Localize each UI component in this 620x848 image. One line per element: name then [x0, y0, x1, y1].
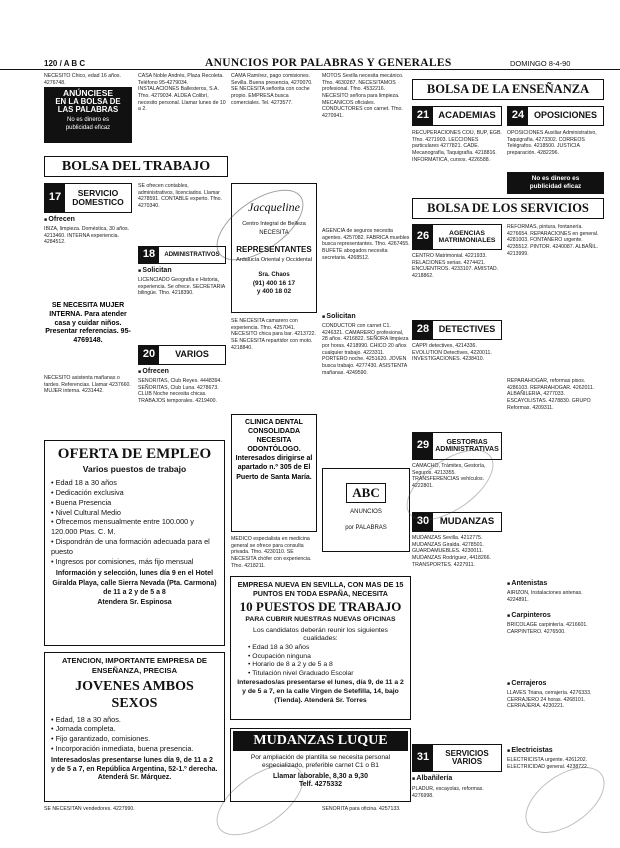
ad-text: AIRIZON, Instalaciones antenas. 4224891. — [507, 590, 583, 603]
promo-line: publicidad eficaz — [65, 124, 111, 131]
ad-text: IBIZA, limpieza. Doméstica, 30 años. 4213460. INTERNA experiencia. 4284512. — [44, 226, 130, 246]
ad-text: SE ofrecen contables, administrativos, licenciados. Llamar 4278591. CONTABLE experto. Tfno. 4270340. — [138, 183, 223, 209]
ad-line: EMPRESA NUEVA EN SEVILLA, CON MAS DE 15 PUNTOS EN TODA ESPAÑA, NECESITA — [237, 580, 404, 598]
ad-text: MÉDICO especialista en medicina general se ofrece para consulta privada. Tfno. 4230110. SE NECESITA chófer con experiencia. Tfno. 4218211. — [231, 536, 312, 569]
ad-text: AGENCIA de seguros necesita agentes. 4257082. FABRICA muebles busca representantes. Tfno. 4267455. BUFETE abogados necesita secretaria. 4268512. — [322, 228, 410, 261]
ad-footer: Información y selección, lunes día 9 en el Hotel Giralda Playa, calle Sierra Nevada (Pta. Carmona) de 11 a 2 y de 5 a 8 — [52, 570, 217, 596]
ad-text: NECESITO Chico, edad 16 años. 4276748. — [44, 73, 121, 85]
subhead-ofrecen: ■ Ofrecen — [138, 368, 169, 377]
ad-headline: JOVENES AMBOS SEXOS — [75, 678, 194, 712]
ad-item: • Fijo garantizado, comisiones. — [51, 734, 218, 744]
category-18 — [138, 246, 226, 264]
section-bolsa-servicios: BOLSA DE LOS SERVICIOS — [412, 198, 604, 219]
ad-oferta-empleo — [44, 440, 225, 646]
ad-item: • Buena Presencia — [51, 498, 218, 508]
ad-item: • Edad 18 a 30 años — [248, 644, 405, 653]
ad-line: Llamar laborable, 8,30 a 9,30 — [273, 772, 368, 780]
category-number: 29 — [413, 433, 433, 459]
ad-title: MUDANZAS LUQUE — [233, 731, 408, 751]
category-number: 20 — [139, 346, 159, 364]
ad-text: CONDUCTOR con carnet C1. 4246321. CAMARERO profesional, 28 años. 4216822. SEÑORA limpieza por horas. 4218990. CHICO 20 años cualquier trabajo. 4223311. PORTERO noche. 4251620. JOVEN busca trabajo. 4277430. ASISTENTA mañanas. 4249590. — [322, 323, 409, 376]
ad-item: • Edad 18 a 30 años — [51, 478, 218, 488]
category-number: 21 — [413, 107, 433, 125]
ad-phone: (91) 400 16 17 — [252, 279, 296, 287]
ad-text: OPOSICIONES Auxiliar Administrativo, Taquigrafía. 4273302. CORREOS Telégrafos. 4218500. JUSTICIA preparación. 4282296. — [507, 130, 597, 156]
jacqueline-brand: Jacqueline — [248, 200, 300, 214]
ad-text: SEÑORITA para oficina. 4257133. — [322, 806, 401, 812]
ad-footer: Interesados/as presentarse lunes día 9, de 11 a 2 y de 5 a 7, en República Argentina, 52-1.º derecha. — [51, 756, 218, 774]
ad-abc-anuncios — [322, 468, 410, 552]
ad-line: Los candidatos deberán reunir los siguientes cualidades: — [253, 626, 388, 643]
category-21 — [412, 106, 502, 126]
ad-text: SE NECESITA camarero con experiencia. Tfno. 4257041. NECESITO chica para bar. 4213722. SE NECESITA repartidor con moto. 4218840. — [231, 318, 316, 351]
category-label: AGENCIAS MATRIMONIALES — [438, 229, 496, 244]
subhead-ofrecen: ■ Ofrecen — [44, 216, 75, 225]
category-label: VARIOS — [175, 349, 209, 360]
ad-line: ANUNCIOS — [350, 509, 382, 515]
subhead-electricistas: ■ Electricistas — [507, 747, 553, 756]
ad-text: SE NECESITAN vendedores. 4227990. — [44, 806, 135, 812]
ad-text: LICENCIADO Geografía e Historia, experiencia. Se ofrece. SECRETARIA bilingüe. Tfno. 4218390. — [138, 277, 225, 297]
category-number: 30 — [413, 513, 433, 531]
category-label: GESTORIAS ADMINISTRATIVAS — [435, 438, 499, 453]
section-bolsa-trabajo: BOLSA DEL TRABAJO — [44, 156, 228, 177]
ad-line: por PALABRAS — [345, 524, 387, 531]
promo-line: ANÚNCIESE — [62, 88, 114, 98]
category-label: DETECTIVES — [438, 324, 496, 335]
ad-headline: 10 PUESTOS DE TRABAJO — [239, 599, 402, 614]
ad-phone: Telf. 4275332 — [298, 781, 343, 789]
ad-item: • Titulación nivel Graduado Escolar — [248, 670, 405, 679]
section-bolsa-ensenanza: BOLSA DE LA ENSEÑANZA — [412, 79, 604, 100]
promo-publicidad — [507, 172, 604, 194]
ad-text: SEÑORITAS, Club Reyes. 4448394. SEÑORITAS, Club Luna. 4278673. CLUB Noche necesita chicas. TRABAJOS temporales. 4219400. — [138, 378, 222, 404]
ad-item: • Horario de 8 a 2 y de 5 a 8 — [248, 661, 405, 670]
category-label: OPOSICIONES — [533, 110, 597, 121]
ad-mujer-interna — [44, 302, 132, 372]
ad-text: NECESITO asistenta mañanas o tardes. Referencias. Llamar 4237660. MUJER interna. 4231442. — [44, 375, 131, 395]
ad-footer: Interesados/as presentarse el lunes, día 9, de 11 a 2 y de 5 a 7, en la calle Virgen de Setefilla, 14, bajo (Tienda). Atenderá Sr. Torres — [237, 679, 404, 704]
ad-text: MUDANZAS Sevilla. 4212775. MUDANZAS Giralda. 4278501. GUARDAMUEBLES. 4230011. MUDANZAS Rodríguez, 4418266. TRANSPORTES. 4227911. — [412, 535, 492, 568]
ad-item: • Ofrecemos mensualmente entre 100.000 y 120.000 Ptas. C. M. — [51, 517, 218, 537]
ad-atencion — [44, 652, 225, 802]
subhead-solicitan: ■ Solicitan — [322, 313, 356, 322]
category-number: 31 — [413, 745, 433, 771]
ad-body: Por ampliación de plantilla se necesita personal especializado, preferible carnet C1 o B1 — [250, 753, 391, 770]
ad-text: CAMA Ramírez, pago comisiones. Sevilla. Buena presencia, 4270070. SE NECESITA señorita con coche propio. EMPRESA busca comerciales. Tel. 4273577. — [231, 73, 313, 106]
ad-item: • Ocupación ninguna — [248, 653, 405, 662]
promo-line: LAS PALABRAS — [57, 105, 119, 115]
category-28 — [412, 320, 502, 340]
category-20 — [138, 345, 226, 365]
subhead-antenistas: ■ Antenistas — [507, 580, 547, 589]
promo-line: No es dinero es — [531, 175, 580, 182]
ad-sign: Atendera Sr. Espinosa — [97, 598, 172, 606]
subhead-cerrajeros: ■ Cerrajeros — [507, 680, 546, 689]
category-label: SERVICIO DOMESTICO — [72, 188, 124, 207]
promo-line: No es dinero es — [66, 117, 110, 124]
ad-text: REPARAHOGAR, reformas pisos. 4286103. REPARAHOGAR. 4262011. ALBAÑILERIA, 4277033. ESCAYOLISTAS. 4278830. GRUPO Reformas. 4209311. — [507, 378, 595, 411]
subhead-solicitan: ■ Solicitan — [138, 267, 172, 276]
ad-item: • Incorporación inmediata, buena presencia. — [51, 744, 218, 754]
category-label: SERVICIOS VARIOS — [445, 748, 489, 766]
category-31 — [412, 744, 502, 772]
ad-text: CLINICA DENTAL CONSOLIDADA NECESITA ODONTÓLOGO. Interesados dirigirse al apartado n.º 305 de El Puerto de Santa María. — [235, 419, 313, 481]
category-number: 26 — [413, 225, 433, 249]
category-number: 28 — [413, 321, 433, 339]
category-24 — [507, 106, 604, 126]
promo-line: publicidad eficaz — [529, 183, 582, 190]
ad-line: REPRESENTANTES — [236, 245, 312, 255]
ad-line: Sra. Chaos — [258, 272, 290, 279]
ad-text: CAPPI detectives, 4214336. EVOLUTION Detectives, 4220011. INVESTIGACIONES. 4238410. — [412, 343, 492, 363]
category-number: 24 — [508, 107, 528, 125]
ad-text: BRICOLAGE carpintería. 4216601. CARPINTERO. 4276500. — [507, 622, 588, 635]
subhead-albanileria: ■ Albañilería — [412, 775, 452, 784]
ad-item: • Nivel Cultural Medio — [51, 508, 218, 518]
page-number: 120 / A B C — [44, 59, 86, 68]
ad-subtitle: Varios puestos de trabajo — [82, 463, 187, 474]
category-label: MUDANZAS — [439, 516, 495, 528]
ad-item: • Dedicación exclusiva — [51, 488, 218, 498]
promo-anunciese — [44, 87, 132, 143]
ad-line: NECESITA — [259, 229, 289, 236]
ad-title: ATENCION, IMPORTANTE EMPRESA DE ENSEÑANZA, PRECISA — [62, 656, 207, 675]
ad-line: PARA CUBRIR NUESTRAS NUEVAS OFICINAS — [245, 616, 396, 624]
ad-clinica-dental — [231, 414, 317, 532]
ad-text: CASA Noble Andrés, Plaza Recoleta. Teléfono 95-4279034. INSTALACIONES Ballesteros, S.A. Tfno. 4279034. ALDEA Colibrí, necesito personal. Llamar lunes de 10 a 2. — [138, 73, 226, 113]
ad-text: ELECTRICISTA urgente. 4261202. ELECTRICIDAD general. 4238722. — [507, 757, 589, 770]
ad-item-list — [51, 715, 218, 754]
category-26 — [412, 224, 502, 250]
category-label: ACADEMIAS — [438, 110, 496, 122]
ad-item: • Edad, 18 a 30 años. — [51, 715, 218, 725]
category-number: 17 — [45, 184, 65, 212]
ad-item-list — [236, 644, 405, 679]
ad-item-list — [51, 478, 218, 566]
category-label: ADMINISTRATIVOS — [164, 251, 220, 258]
subhead-carpinteros: ■ Carpinteros — [507, 612, 551, 621]
ad-text: LLAVES Triana, cerrajería. 4276333. CERRAJERO 24 horas. 4268101. CERRAJERIA. 4230221. — [507, 690, 592, 710]
ad-empresa-nueva — [230, 576, 411, 720]
ad-item: • Ingresos por comisiones, más fijo mensual — [51, 557, 218, 567]
ad-line: Centro Integral de Belleza — [242, 221, 306, 227]
page-title: ANUNCIOS POR PALABRAS Y GENERALES — [205, 57, 452, 69]
category-number: 18 — [139, 247, 159, 263]
page-date: DOMINGO 8-4-90 — [510, 59, 571, 68]
abc-logo: ABC — [346, 483, 386, 503]
ad-text: PLADUR, escayolas, reformas. 4276998. — [412, 786, 484, 799]
ad-text: MOTOS Sevilla necesita mecánico. Tfno. 4630287. NECESITAMOS profesional. Tfno. 4532216. NECESITO señora para limpieza. MECANICOS oficiales. CONDUCTORES con carnet. Tfno. 4270941. — [322, 73, 404, 119]
category-17 — [44, 183, 132, 213]
promo-line: EN LA BOLSA DE — [55, 96, 121, 106]
ad-line: Ardalucía Oriental y Occidental — [236, 257, 312, 264]
ad-text: RECUPERACIONES COU, BUP, EGB. Tfno. 4271903. LECCIONES particulares 4277821. CADE. Mecanografía, Taquigrafía. 4218816. INFORMATICA, cursos. 4226588. — [412, 130, 502, 163]
page-header — [0, 56, 620, 70]
ad-text: CAMACHO, Trámites, Gestoría, Seguros. 4213355. TRANSFERENCIAS vehículos. 4222801. — [412, 463, 486, 489]
ad-text: REFORMAS, pintura, fontanería. 4276654. REPARACIONES en general. 4281003. FONTANERO urgente. 4235512. PINTOR. 4240087. ALBAÑIL. 4213999. — [507, 224, 599, 257]
ad-phone: y 400 18 02 — [256, 287, 292, 295]
ad-title: OFERTA DE EMPLEO — [57, 446, 212, 462]
ad-item: • Dispondrán de una formación adecuada para el puesto — [51, 537, 218, 557]
ad-text: CENTRO Matrimonial. 4221933. RELACIONES serias. 4274421. ENCUENTROS. 4233107. AMISTAD. 4218862. — [412, 253, 499, 279]
ad-item: • Jornada completa. — [51, 724, 218, 734]
ad-sign: Atenderá Sr. Márquez. — [97, 774, 172, 782]
ad-text: SE NECESITA MUJER INTERNA. Para atender casa y cuidar niños. Presentar referencias. 95-4769148. — [45, 302, 131, 344]
